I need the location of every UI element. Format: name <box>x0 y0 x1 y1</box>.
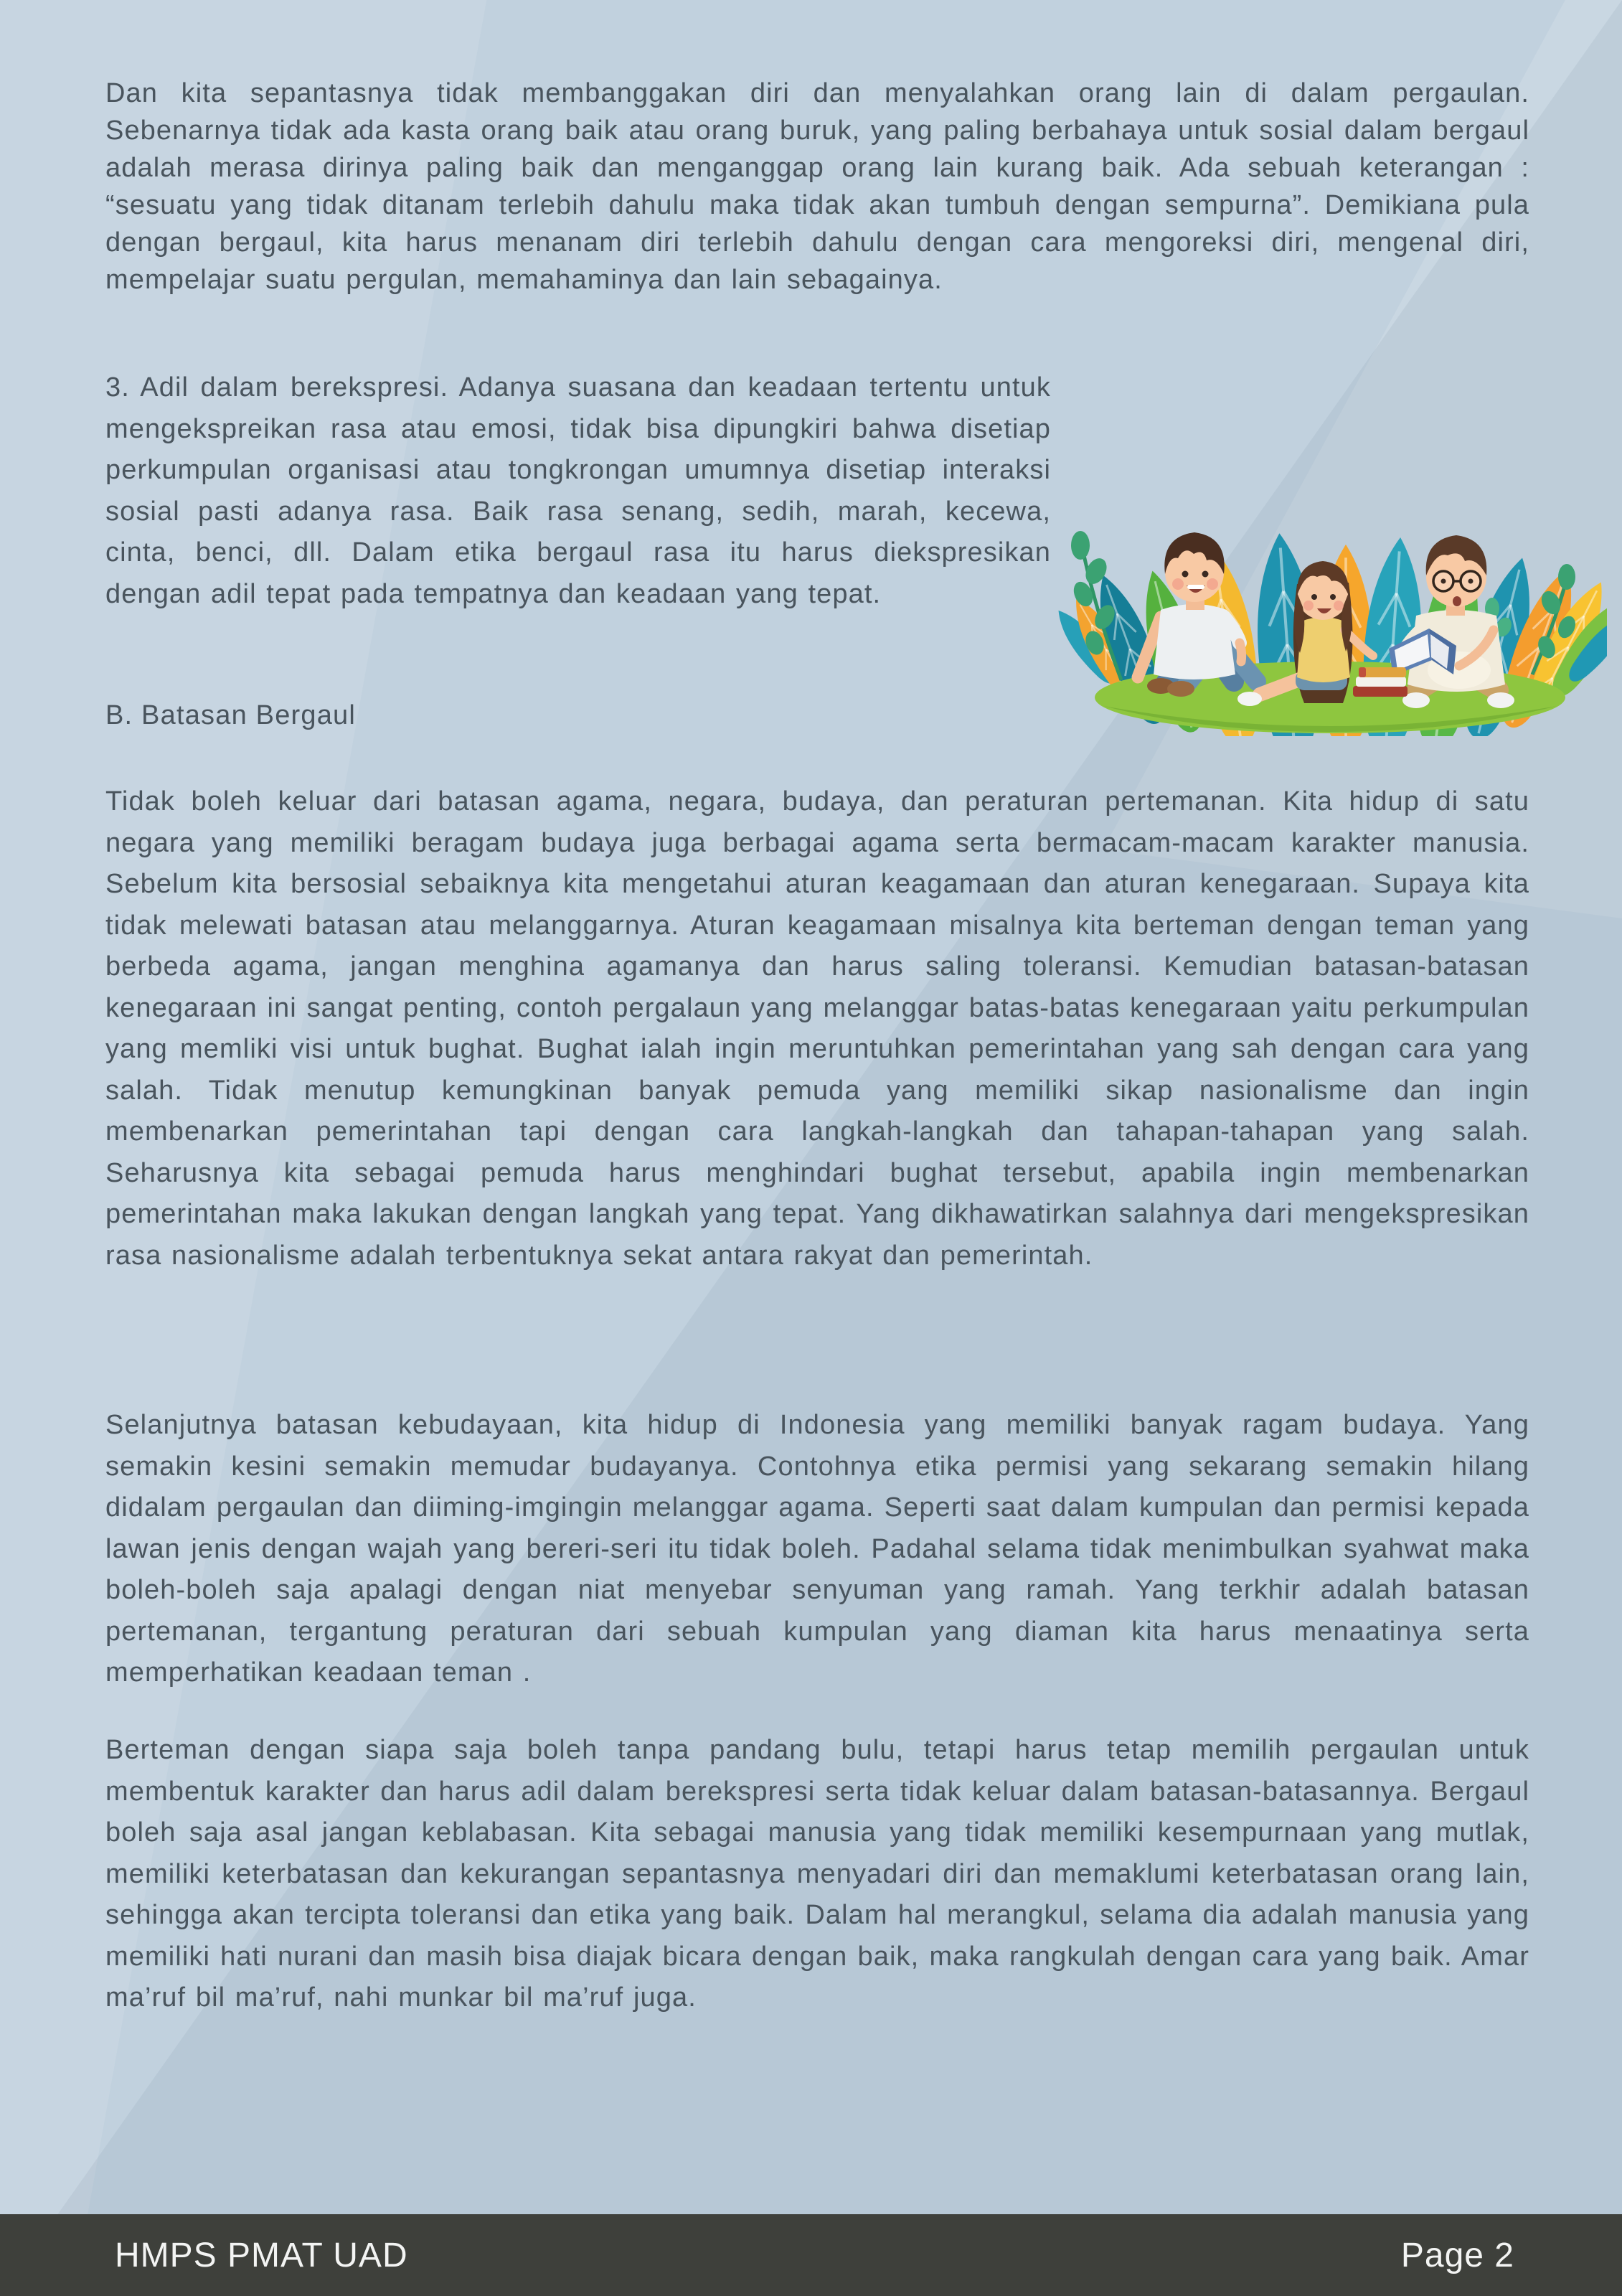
paragraph-intro: Dan kita sepantasnya tidak membanggakan diri dan menyalahkan orang lain di dalam pergaulan. Sebenarnya tidak ada kasta orang baik atau orang buruk, yang paling berbahaya untuk sosial dalam bergaul adalah merasa dirinya paling baik dan menganggap orang lain kurang baik. Ada sebuah keterangan : “sesuatu yang tidak ditanam terlebih dahulu maka tidak akan tumbuh dengan sempurna”. Demikiana pula dengan bergaul, kita harus menanam diri terlebih dahulu dengan cara mengoreksi diri, mengenal diri, mempelajar suatu pergulan, memahaminya dan lain sebagainya. <box>105 78 1529 295</box>
paragraph-item-3-adil-dalam-berekspresi: 3. Adil dalam berekspresi. Adanya suasana dan keadaan tertentu untuk mengekspreikan rasa atau emosi, tidak bisa dipungkiri bahwa disetiap perkumpulan organisasi atau tongkrongan umumnya disetiap interaksi sosial pasti adanya rasa. Baik rasa senang, sedih, marah, kecewa, cinta, benci, dll. Dalam etika bergaul rasa itu harus diekspresikan dengan adil tepat pada tempatnya dan keadaan yang tepat. <box>105 372 1051 609</box>
footer-org-label: HMPS PMAT UAD <box>115 2236 408 2274</box>
friends-reading-illustration-svg <box>1053 393 1607 736</box>
book-stack <box>1353 667 1408 697</box>
paragraph-batasan-kebudayaan: Selanjutnya batasan kebudayaan, kita hidup di Indonesia yang memiliki banyak ragam budaya. Yang semakin kesini semakin memudar budayanya. Contohnya etika permisi yang sekarang semakin hilang didalam pergaulan dan diiming-imgingin melanggar agama. Seperti saat dalam kumpulan dan permisi kepada lawan jenis dengan wajah yang bereri-seri itu tidak boleh. Padahal selama tidak menimbulkan syahwat maka boleh-boleh saja apalagi dengan niat menyebar senyuman yang ramah. Yang terkhir adalah batasan pertemanan, tergantung peraturan dari sebuah kumpulan yang diaman kita harus menaatinya serta memperhatikan keadaan teman . <box>105 1410 1529 1688</box>
paragraph-batasan-bergaul: Tidak boleh keluar dari batasan agama, negara, budaya, dan peraturan pertemanan. Kita hidup di satu negara yang memiliki beragam budaya juga berbagai agama serta bermacam-macam karakter manusia. Sebelum kita bersosial sebaiknya kita mengetahui aturan keagamaan dan aturan kenegaraan. Supaya kita tidak melewati batasan atau melanggarnya. Aturan keagamaan misalnya kita berteman dengan teman yang berbeda agama, jangan menghina agamanya dan harus saling toleransi. Kemudian batasan-batasan kenegaraan ini sangat penting, contoh pergalaun yang melanggar batas-batas kenegaraan yaitu perkumpulan yang memliki visi untuk bughat. Bughat ialah ingin meruntuhkan pemerintahan yang sah dengan cara yang salah. Tidak menutup kemungkinan banyak pemuda yang memiliki sikap nasionalisme dan ingin membenarkan pemerintahan tapi dengan cara langkah-langkah dan tahapan-tahapan yang salah. Seharusnya kita sebagai pemuda harus menghindari bughat tersebut, apabila ingin membenarkan pemerintahan maka lakukan dengan langkah yang tepat. Yang dikhawatirkan salahnya dari mengekspresikan rasa nasionalisme adalah terbentuknya sekat antara rakyat dan pemerintah. <box>105 786 1529 1271</box>
friends-reading-illustration <box>1053 393 1607 736</box>
footer-bar <box>0 2214 1622 2296</box>
section-heading-batasan-bergaul: B. Batasan Bergaul <box>105 700 357 730</box>
footer-page-number: Page 2 <box>1400 2236 1514 2274</box>
paragraph-berteman: Berteman dengan siapa saja boleh tanpa pandang bulu, tetapi harus tetap memilih pergaulan untuk membentuk karakter dan harus adil dalam berekspresi serta tidak keluar dalam batasan-batasannya. Bergaul boleh saja asal jangan keblabasan. Kita sebagai manusia yang tidak memiliki kesempurnaan yang mutlak, memiliki keterbatasan dan kekurangan sepantasnya menyadari diri dan memaklumi keterbatasan orang lain, sehingga akan tercipta toleransi dan etika yang baik. Dalam hal merangkul, selama dia adalah manusia yang memiliki hati nurani dan masih bisa diajak bicara dengan baik, maka rangkulah dengan cara yang baik. Amar ma’ruf bil ma’ruf, nahi munkar bil ma’ruf juga. <box>105 1735 1529 2013</box>
